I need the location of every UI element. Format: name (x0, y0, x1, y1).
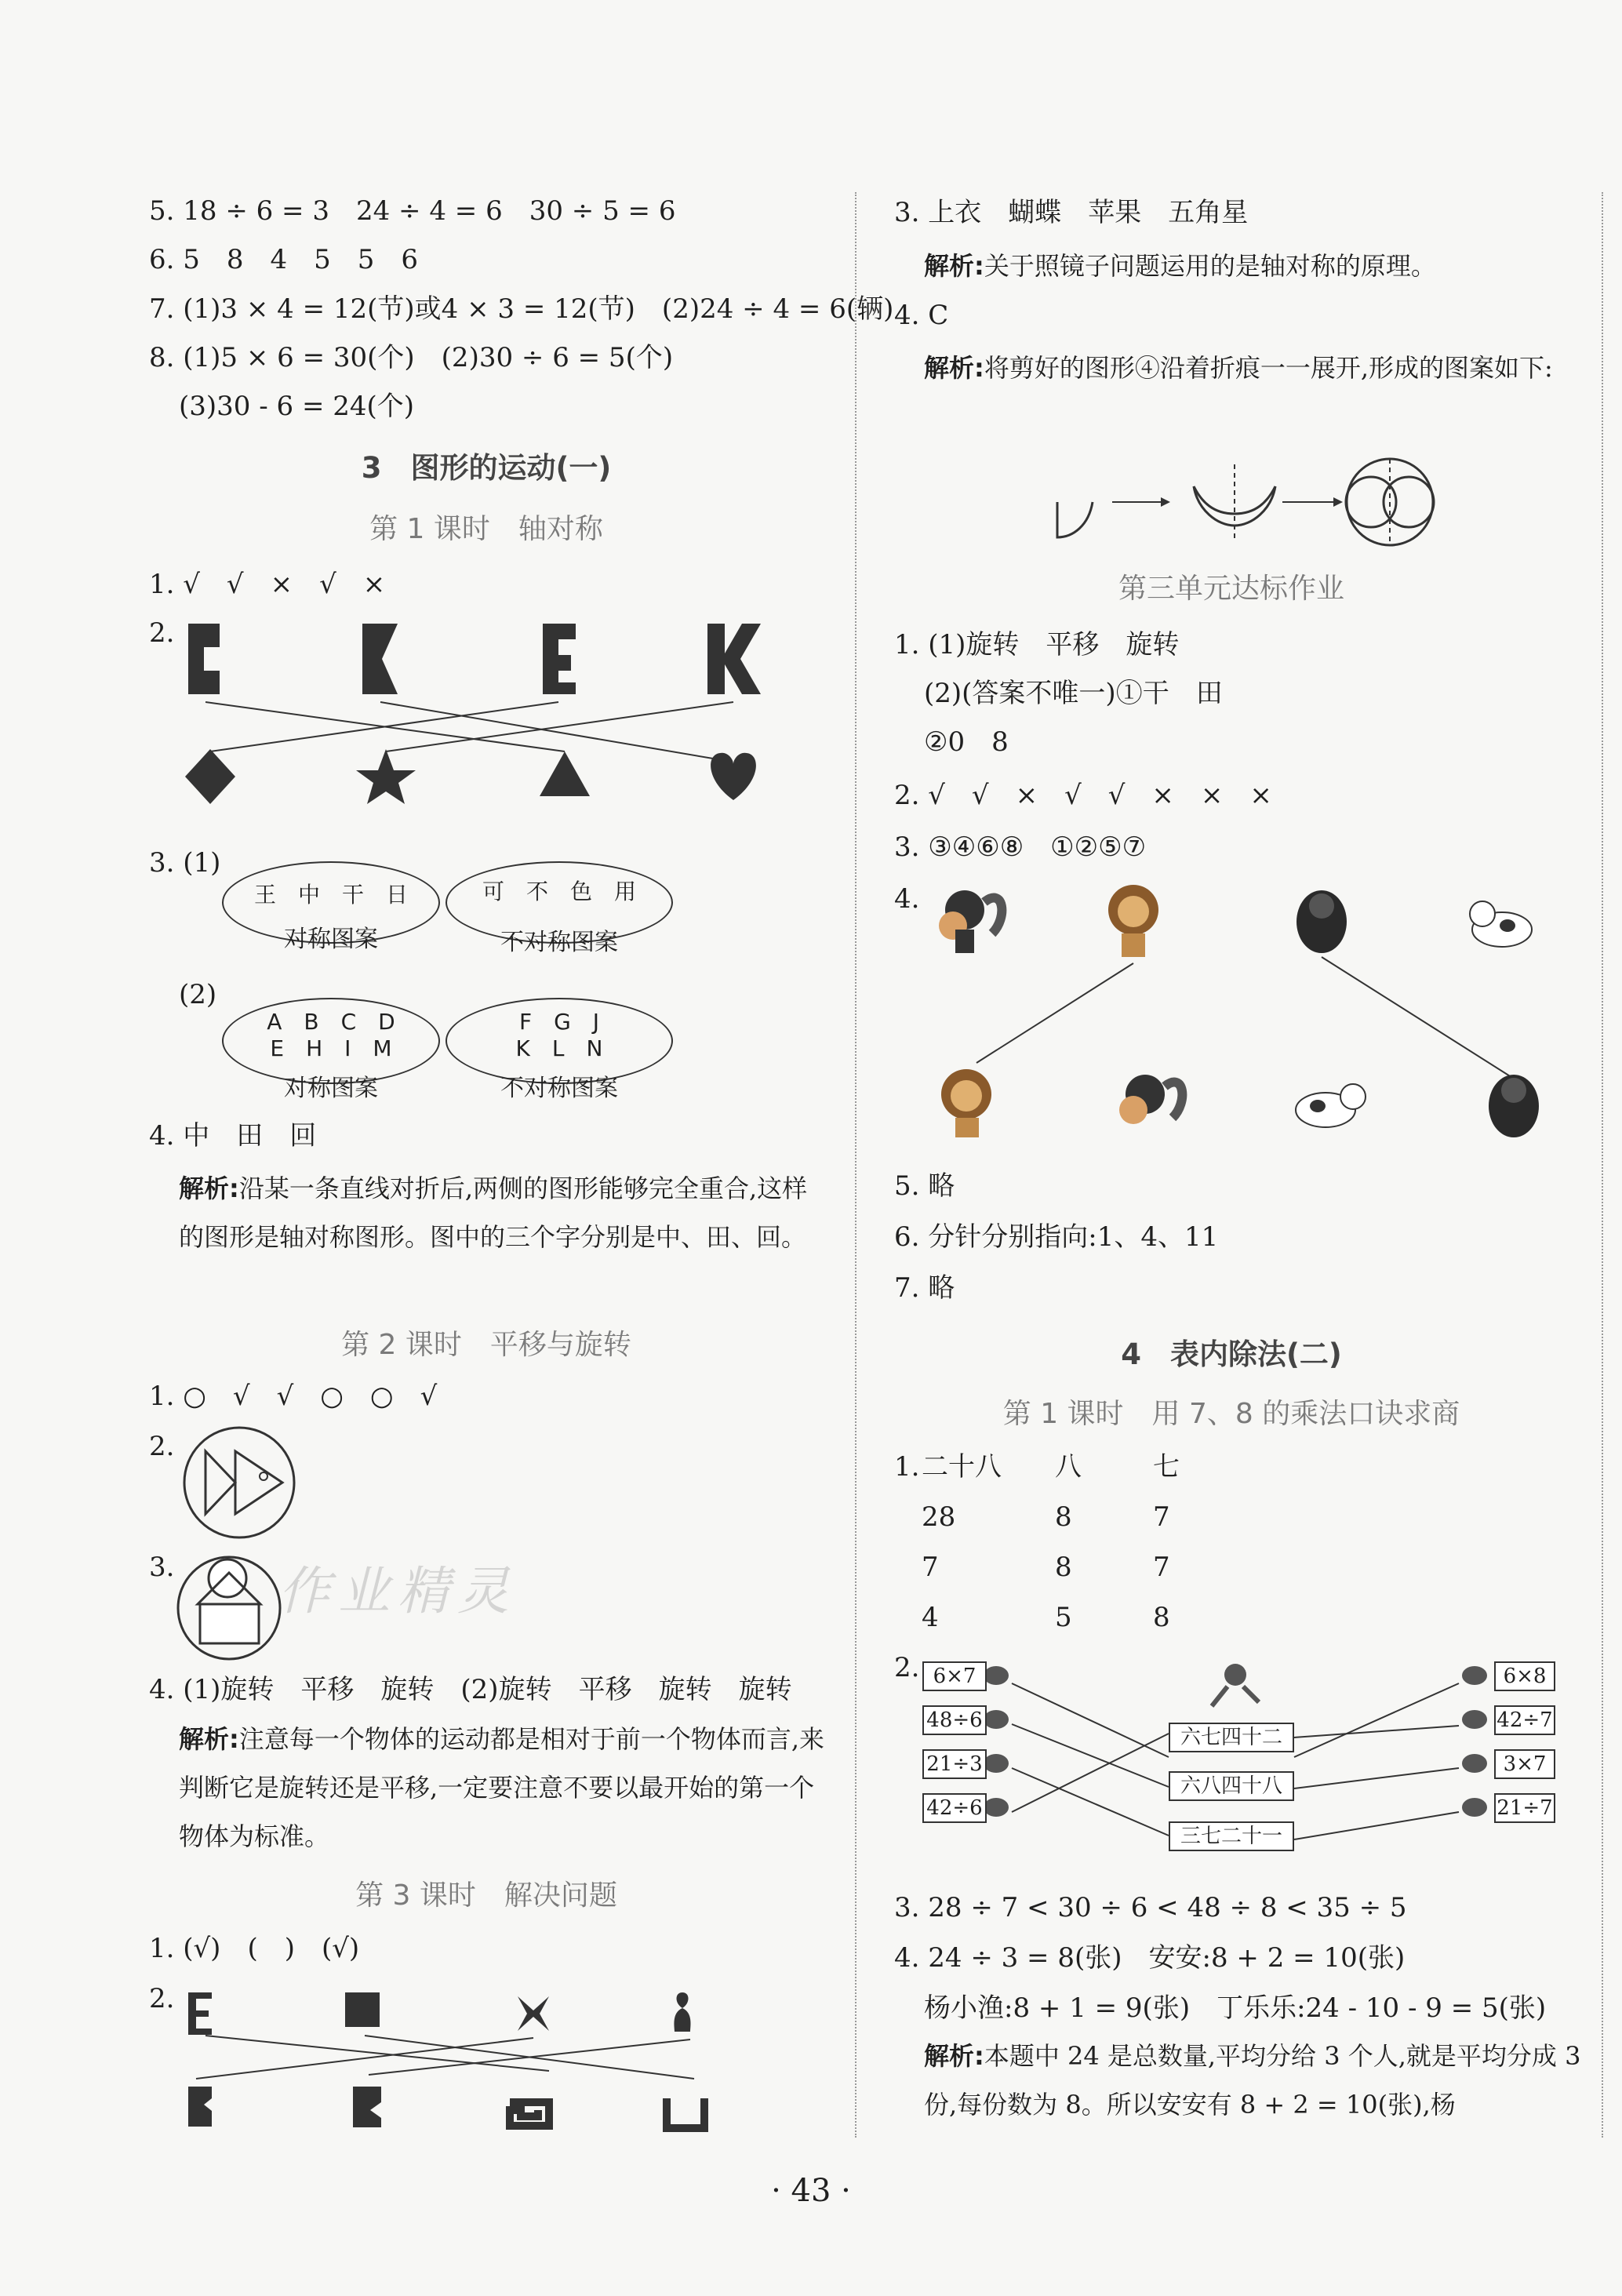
analysis-text: 将剪好的图形④沿着折痕一一展开,形成的图案如下: (984, 353, 1553, 383)
oval-2-label: 不对称图案 (500, 929, 618, 956)
hw-answer-6: 6. 分针分别指向:1、4、11 (894, 1221, 1219, 1253)
l1-answer-4: 4. 中 田 回 (149, 1120, 317, 1152)
grid-cell: 七 (1153, 1451, 1180, 1483)
answer-7: 7. (1)3 × 4 = 12(节)或4 × 3 = 12(节) (2)24 ÷ 4 = 6(辆) (149, 293, 894, 325)
grid-cell: 5 (1055, 1602, 1072, 1633)
hw-answer-5: 5. 略 (894, 1170, 955, 1202)
analysis-label: 解析: (179, 1724, 239, 1754)
left-card-2: 48÷6 (922, 1705, 987, 1735)
r-answer-4: 4. C (894, 300, 949, 331)
answer-8-3: (3)30 - 6 = 24(个) (179, 391, 415, 422)
l1-answer-2: 2. (149, 617, 175, 649)
l2-answer-4: 4. (1)旋转 平移 旋转 (2)旋转 平移 旋转 旋转 (149, 1674, 792, 1705)
analysis-text: 注意每一个物体的运动都是相对于前一个物体而言,来判断它是旋转还是平移,一定要注意不要以最开始的第一个物体为标准。 (179, 1724, 824, 1851)
oval-4-label: 不对称图案 (500, 1075, 618, 1102)
squirrel-icon (939, 890, 1002, 953)
lesson-3-title: 第 3 课时 解决问题 (355, 1879, 617, 1912)
watermark: 作业精灵 (278, 1561, 517, 1621)
hw-answer-2: 2. √ √ × √ √ × × × (894, 780, 1272, 811)
analysis-label: 解析: (179, 1173, 239, 1203)
hw-answer-1b: (2)(答案不唯一)①干 田 (924, 678, 1223, 709)
grid-cell: 8 (1153, 1602, 1170, 1633)
analysis-text: 沿某一条直线对折后,两侧的图形能够完全重合,这样的图形是轴对称图形。图中的三个字分别是中、田、回。 (179, 1173, 808, 1252)
lion-icon (1108, 885, 1158, 957)
hw-answer-1a: 1. (1)旋转 平移 旋转 (894, 629, 1180, 660)
lesson-1-title: 第 1 课时 轴对称 (369, 513, 603, 545)
l1-answer-3-1: 3. (1) (149, 847, 221, 879)
unit-3-homework-title: 第三单元达标作业 (1118, 573, 1344, 605)
grid-cell: 4 (922, 1602, 939, 1633)
grid-cell: 7 (1153, 1552, 1170, 1583)
analysis-label: 解析: (924, 251, 984, 281)
oval-3-label: 对称图案 (284, 1075, 378, 1102)
grid-cell: 8 (1055, 1501, 1072, 1533)
u4-answer-2: 2. (894, 1652, 920, 1683)
analysis-text: 关于照镜子问题运用的是轴对称的原理。 (984, 251, 1436, 281)
right-card-1: 6×8 (1494, 1661, 1555, 1691)
unit-3-title: 3 图形的运动(一) (361, 451, 612, 485)
left-card-1: 6×7 (922, 1661, 987, 1691)
answer-5: 5. 18 ÷ 6 = 3 24 ÷ 4 = 6 30 ÷ 5 = 6 (149, 195, 676, 227)
r-answer-3: 3. 上衣 蝴蝶 苹果 五角星 (894, 197, 1249, 228)
answer-8: 8. (1)5 × 6 = 30(个) (2)30 ÷ 6 = 5(个) (149, 342, 674, 373)
analysis-text: 本题中 24 是总数量,平均分给 3 个人,就是平均分成 3 份,每份数为 8。所以安安有 8 + 2 = 10(张),杨 (924, 2041, 1581, 2120)
right-card-2: 42÷7 (1494, 1705, 1555, 1735)
l2-answer-2: 2. (149, 1431, 175, 1462)
answer-6: 6. 5 8 4 5 5 6 (149, 244, 419, 275)
l2-answer-3: 3. (149, 1552, 175, 1583)
hw-answer-3: 3. ③④⑥⑧ ①②⑤⑦ (894, 831, 1147, 863)
cat-icon (1212, 1664, 1259, 1706)
u4-lesson-1-title: 第 1 课时 用 7、8 的乘法口诀求商 (1002, 1398, 1460, 1430)
cow-icon (1470, 901, 1532, 947)
grid-cell: 7 (922, 1552, 939, 1583)
grid-cell: 7 (1153, 1501, 1170, 1533)
analysis-label: 解析: (924, 353, 984, 383)
u4-answer-3: 3. 28 ÷ 7 < 30 ÷ 6 < 48 ÷ 8 < 35 ÷ 5 (894, 1892, 1407, 1923)
u4-answer-1-label: 1. (894, 1451, 920, 1483)
l3-answer-2: 2. (149, 1983, 175, 2014)
hw-answer-4: 4. (894, 883, 920, 915)
oval-2-text: 可 不 色 用 (482, 879, 636, 904)
l1-answer-3-2: (2) (179, 979, 217, 1010)
oval-1-label: 对称图案 (284, 926, 378, 953)
l3-answer-1: 1. (√) ( ) (√) (149, 1933, 360, 1964)
grid-cell: 八 (1055, 1451, 1082, 1483)
right-card-3: 3×7 (1494, 1749, 1555, 1779)
grid-cell: 28 (922, 1501, 956, 1533)
u4-answer-4a: 4. 24 ÷ 3 = 8(张) 安安:8 + 2 = 10(张) (894, 1942, 1406, 1974)
hw-answer-7: 7. 略 (894, 1272, 955, 1304)
oval-4-text: F G J K L N (515, 1009, 603, 1061)
left-card-3: 21÷3 (922, 1749, 987, 1779)
grid-cell: 8 (1055, 1552, 1072, 1583)
squirrel-icon (1119, 1075, 1182, 1124)
u4-answer-4b: 杨小渔:8 + 1 = 9(张) 丁乐乐:24 - 10 - 9 = 5(张) (924, 1992, 1547, 2024)
grid-cell: 二十八 (922, 1451, 1002, 1483)
page-number: · 43 · (771, 2173, 851, 2209)
right-card-4: 21÷7 (1494, 1793, 1555, 1823)
u4-analysis (924, 2032, 1583, 2134)
hw-answer-1c: ②0 8 (924, 726, 1009, 758)
mid-card-1: 六七四十二 (1169, 1723, 1294, 1752)
l2-answer-1: 1. ○ √ √ ○ ○ √ (149, 1381, 438, 1412)
lesson-2-title: 第 2 课时 平移与旋转 (341, 1329, 631, 1361)
mid-card-3: 三七二十一 (1169, 1821, 1294, 1851)
oval-1-text: 王 中 干 日 (253, 882, 408, 908)
lion-icon (941, 1069, 991, 1137)
gorilla-icon (1489, 1075, 1539, 1137)
oval-3-text: A B C D E H I M (267, 1009, 395, 1061)
mid-card-2: 六八四十八 (1169, 1771, 1294, 1801)
left-card-4: 42÷6 (922, 1793, 987, 1823)
l1-answer-1: 1. √ √ × √ × (149, 569, 386, 600)
unit-4-title: 4 表内除法(二) (1121, 1337, 1342, 1371)
gorilla-icon (1297, 890, 1347, 953)
analysis-label: 解析: (924, 2041, 984, 2071)
cow-icon (1296, 1084, 1366, 1127)
